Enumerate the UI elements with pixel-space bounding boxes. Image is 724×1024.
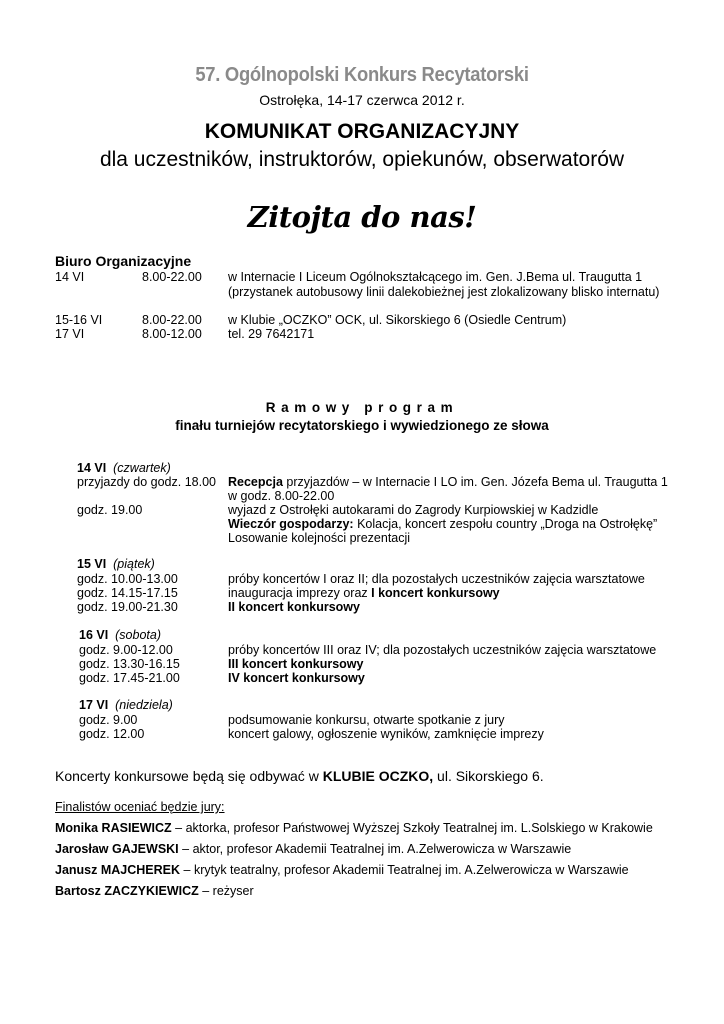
day-label: 14 VI bbox=[77, 461, 107, 475]
weekday-label: (sobota) bbox=[115, 628, 161, 642]
jury-name: Jarosław GAJEWSKI bbox=[55, 842, 179, 856]
schedule-item bbox=[228, 586, 500, 601]
jury-member bbox=[55, 884, 254, 898]
schedule-item: koncert galowy, ogłoszenie wyników, zamknięcie imprezy bbox=[228, 727, 544, 741]
biuro-phone: tel. 29 7642171 bbox=[228, 327, 315, 341]
jury-description: – aktorka, profesor Państwowej Wyższej Szkoły Teatralnej im. L.Solskiego w Krakowie bbox=[171, 821, 653, 835]
schedule-time: godz. 17.45-21.00 bbox=[79, 671, 180, 685]
schedule-time: godz. 12.00 bbox=[79, 727, 145, 741]
biuro-place: w Internacie I Liceum Ogólnokształcącego im. Gen. J.Bema ul. Traugutta 1 bbox=[228, 270, 643, 284]
program-subheading: finału turniejów recytatorskiego i wywiedzionego ze słowa bbox=[175, 418, 549, 433]
schedule-bold: I koncert konkursowy bbox=[371, 586, 500, 600]
welcome-slogan: Zitojta do nas! bbox=[247, 200, 477, 234]
concerts-venue: KLUBIE OCZKO, bbox=[322, 768, 434, 784]
weekday-label: (niedziela) bbox=[115, 698, 173, 712]
jury-member bbox=[55, 863, 629, 877]
day-header bbox=[77, 461, 171, 475]
jury-name: Monika RASIEWICZ bbox=[55, 821, 172, 835]
schedule-item: w godz. 8.00-22.00 bbox=[228, 489, 335, 503]
schedule-item: wyjazd z Ostrołęki autokarami do Zagrody Kurpiowskiej w Kadzidle bbox=[228, 503, 599, 517]
schedule-item: próby koncertów III oraz IV; dla pozostałych uczestników zajęcia warsztatowe bbox=[228, 643, 657, 657]
concerts-text: ul. Sikorskiego 6. bbox=[433, 768, 544, 784]
schedule-time: godz. 19.00-21.30 bbox=[77, 600, 178, 614]
main-title: KOMUNIKAT ORGANIZACYJNY bbox=[204, 120, 520, 143]
biuro-hours: 8.00-22.00 bbox=[142, 313, 202, 327]
jury-member bbox=[55, 821, 653, 835]
schedule-time: godz. 9.00 bbox=[79, 713, 138, 727]
biuro-place: w Klubie „OCZKO” OCK, ul. Sikorskiego 6 (Osiedle Centrum) bbox=[228, 313, 567, 327]
schedule-time: godz. 19.00 bbox=[77, 503, 143, 517]
schedule-item: próby koncertów I oraz II; dla pozostałych uczestników zajęcia warsztatowe bbox=[228, 572, 645, 586]
jury-member bbox=[55, 842, 571, 856]
jury-intro: Finalistów oceniać będzie jury: bbox=[55, 800, 225, 814]
biuro-place: (przystanek autobusowy linii dalekobieżnej jest zlokalizowany blisko internatu) bbox=[228, 285, 660, 299]
jury-name: Bartosz ZACZYKIEWICZ bbox=[55, 884, 199, 898]
concerts-note bbox=[55, 768, 544, 784]
schedule-item bbox=[228, 600, 360, 615]
schedule-item bbox=[228, 517, 657, 532]
event-place-date: Ostrołęka, 14-17 czerwca 2012 r. bbox=[259, 92, 465, 108]
day-label: 15 VI bbox=[77, 557, 107, 571]
schedule-bold: Recepcja bbox=[228, 475, 283, 489]
biuro-title: Biuro Organizacyjne bbox=[55, 253, 192, 269]
schedule-time: godz. 14.15-17.15 bbox=[77, 586, 178, 600]
schedule-item: podsumowanie konkursu, otwarte spotkanie z jury bbox=[228, 713, 505, 727]
jury-description: – aktor, profesor Akademii Teatralnej im. A.Zelwerowicza w Warszawie bbox=[178, 842, 572, 856]
schedule-bold: IV koncert konkursowy bbox=[228, 671, 365, 685]
schedule-text: Kolacja, koncert zespołu country „Droga na Ostrołękę” bbox=[353, 517, 658, 531]
day-header bbox=[77, 557, 155, 571]
weekday-label: (czwartek) bbox=[113, 461, 171, 475]
schedule-item bbox=[228, 475, 668, 490]
biuro-day: 14 VI bbox=[55, 270, 85, 284]
concerts-text: Koncerty konkursowe będą się odbywać w bbox=[55, 768, 323, 784]
biuro-hours: 8.00-12.00 bbox=[142, 327, 202, 341]
schedule-bold: II koncert konkursowy bbox=[228, 600, 360, 614]
schedule-text: inauguracja imprezy oraz bbox=[228, 586, 372, 600]
day-header bbox=[79, 698, 173, 712]
weekday-label: (piątek) bbox=[113, 557, 155, 571]
subtitle: dla uczestników, instruktorów, opiekunów, obserwatorów bbox=[99, 148, 625, 171]
biuro-hours: 8.00-22.00 bbox=[142, 270, 202, 284]
schedule-text: przyjazdów – w Internacie I LO im. Gen. Józefa Bema ul. Traugutta 1 bbox=[282, 475, 668, 489]
schedule-time: przyjazdy do godz. 18.00 bbox=[77, 475, 216, 489]
jury-name: Janusz MAJCHEREK bbox=[55, 863, 181, 877]
schedule-time: godz. 9.00-12.00 bbox=[79, 643, 173, 657]
schedule-item bbox=[228, 671, 365, 686]
schedule-item: Losowanie kolejności prezentacji bbox=[228, 531, 411, 545]
day-label: 17 VI bbox=[79, 698, 109, 712]
day-label: 16 VI bbox=[79, 628, 109, 642]
program-heading: Ramowy program bbox=[265, 400, 459, 415]
jury-description: – krytyk teatralny, profesor Akademii Teatralnej im. A.Zelwerowicza w Warszawie bbox=[180, 863, 629, 877]
schedule-item bbox=[228, 657, 363, 672]
schedule-bold: III koncert konkursowy bbox=[228, 657, 364, 671]
event-title: 57. Ogólnopolski Konkurs Recytatorski bbox=[195, 64, 529, 86]
schedule-time: godz. 10.00-13.00 bbox=[77, 572, 178, 586]
day-header bbox=[79, 628, 161, 642]
schedule-bold: Wieczór gospodarzy: bbox=[228, 517, 354, 531]
schedule-time: godz. 13.30-16.15 bbox=[79, 657, 180, 671]
jury-description: – reżyser bbox=[198, 884, 254, 898]
biuro-day: 15-16 VI bbox=[55, 313, 103, 327]
biuro-day: 17 VI bbox=[55, 327, 85, 341]
